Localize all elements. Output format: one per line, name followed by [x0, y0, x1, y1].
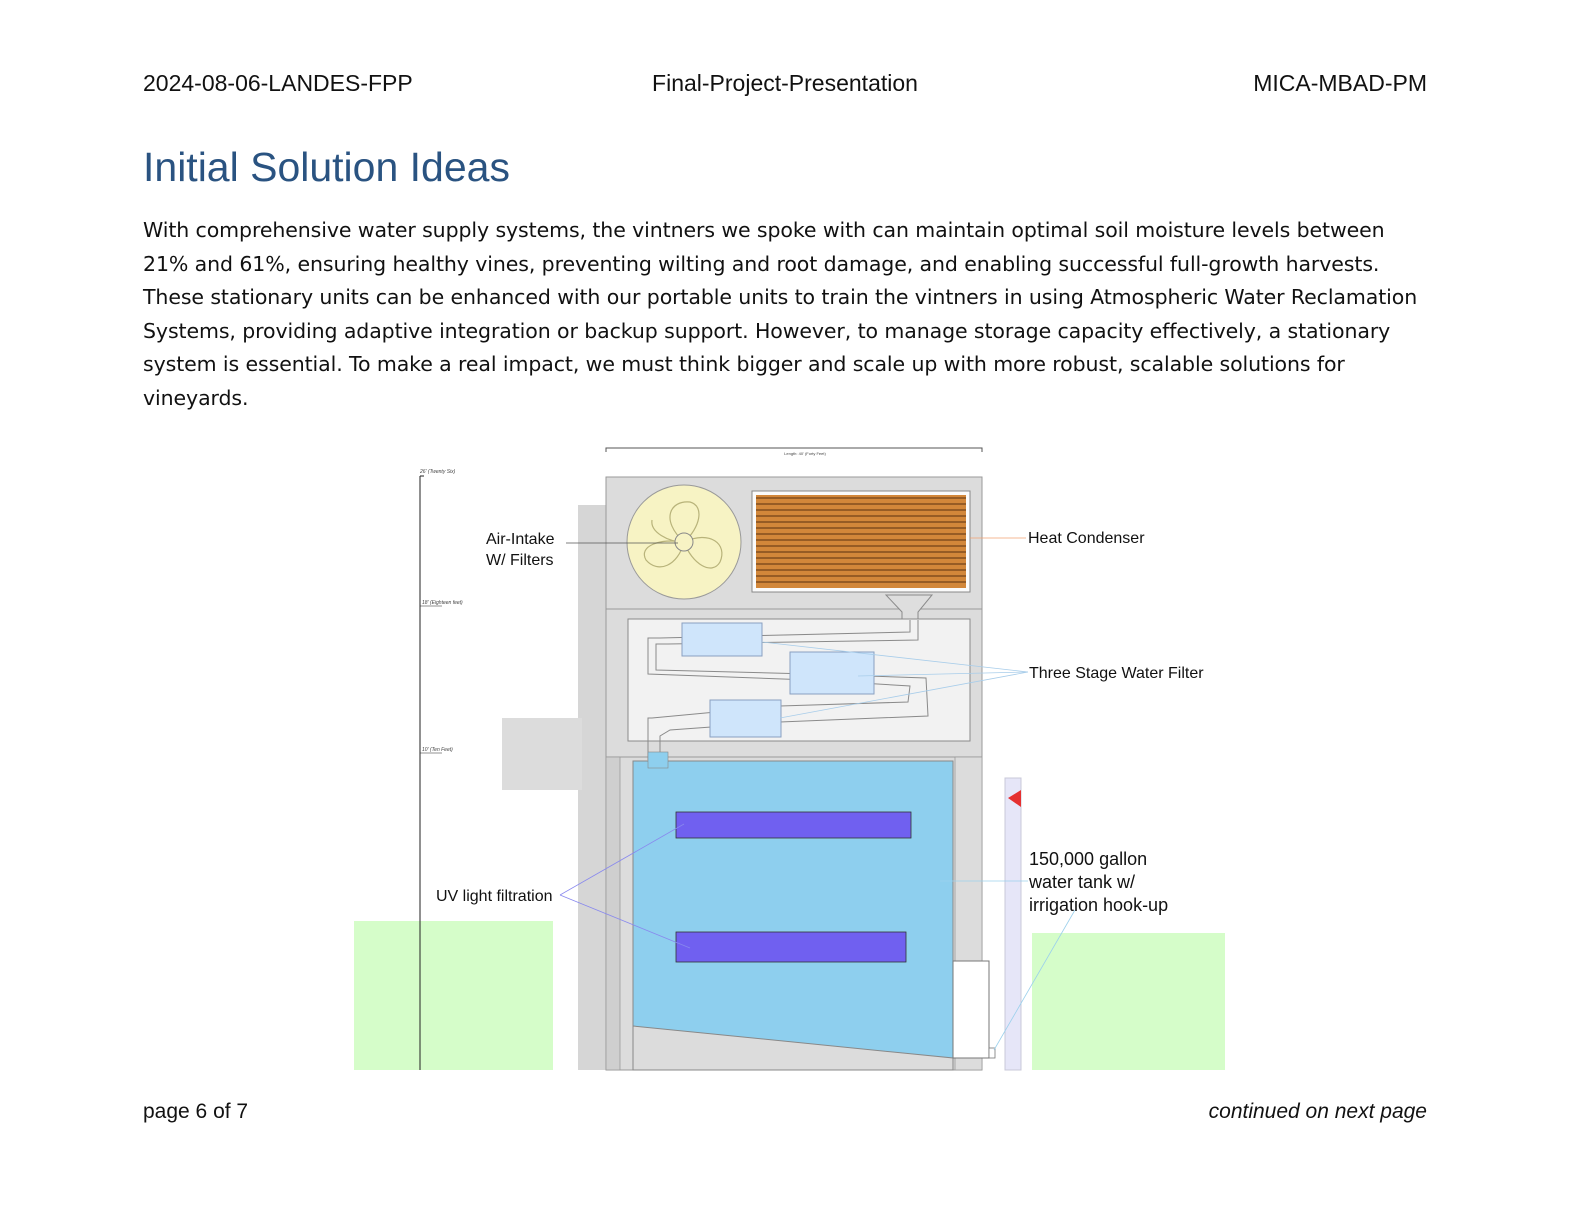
length-dimension: Length: 40' (Forty Feet)	[784, 451, 826, 456]
air-intake-label-line2: W/ Filters	[486, 552, 554, 569]
system-diagram-svg	[340, 440, 1240, 1074]
filter-stage-1	[682, 623, 762, 656]
page-header	[143, 70, 1427, 100]
tank-label-line3: irrigation hook-up	[1029, 895, 1169, 915]
height-10-label: 10' (Ten Feet)	[422, 747, 453, 753]
uv-filtration-label: UV light filtration	[436, 888, 553, 905]
body-paragraph: With comprehensive water supply systems, the vintners we spoke with can maintain optimal soil moisture levels between 21% and 61%, ensuring healthy vines, preventing wilting and root damage, and enabling successful full-growth harvests. These stationary units can be enhanced with our portable units to train the vintners in using Atmospheric Water Reclamation Systems, providing adaptive integration or backup support. However, to manage storage capacity effectively, a stationary system is essential. To make a real impact, we must think bigger and scale up with more robust, scalable solutions for vineyards.	[143, 218, 1418, 410]
heat-condenser-coils	[756, 495, 966, 588]
ground-right	[1032, 933, 1225, 1070]
filter-stage-2	[790, 652, 874, 694]
water-tank	[633, 761, 953, 1058]
heat-condenser-label: Heat Condenser	[1028, 530, 1145, 547]
section-title: Initial Solution Ideas	[143, 144, 510, 190]
irrigation-valve	[953, 961, 989, 1058]
tank-label-line2: water tank w/	[1029, 872, 1136, 892]
air-intake-label-line1: Air-Intake	[486, 531, 555, 548]
water-filter-label: Three Stage Water Filter	[1029, 665, 1204, 682]
system-diagram	[340, 440, 1240, 1074]
uv-light-bar-lower	[676, 932, 906, 962]
header-course-code: MICA-MBAD-PM	[1253, 70, 1427, 96]
page-number: page 6 of 7	[143, 1100, 249, 1123]
side-platform	[502, 718, 582, 790]
header-doc-title: Final-Project-Presentation	[652, 70, 918, 96]
continued-note: continued on next page	[1208, 1100, 1427, 1123]
tank-label-line1: 150,000 gallon	[1029, 849, 1148, 869]
ground-left	[354, 921, 553, 1070]
height-26-label: 26' (Twenty Six)	[420, 469, 456, 475]
filter-stage-3	[710, 700, 781, 737]
uv-light-bar-upper	[676, 812, 911, 838]
header-doc-id: 2024-08-06-LANDES-FPP	[143, 70, 413, 96]
height-18-label: 18' (Eighteen feet)	[422, 600, 463, 606]
